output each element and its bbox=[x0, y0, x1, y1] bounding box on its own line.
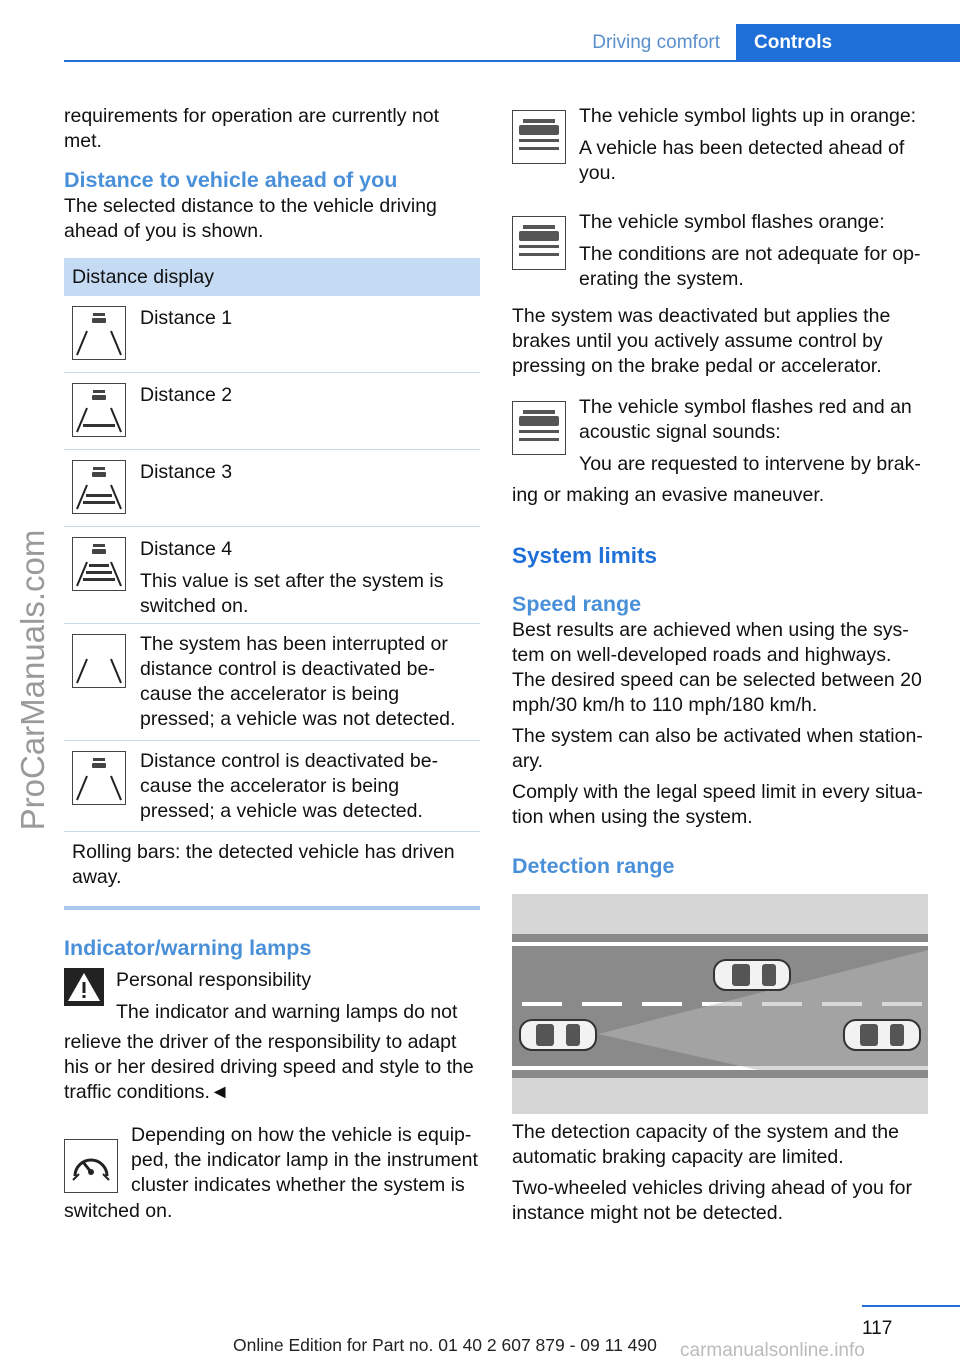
speed-text-3: Comply with the legal speed limit in every situa-tion when using the system. bbox=[512, 781, 923, 828]
footer-rule bbox=[862, 1305, 960, 1307]
distance-4-icon bbox=[72, 537, 126, 591]
indicator-text: Depending on how the vehicle is equip-ped, the indicator lamp in the instrument cluster indicates whether the system is bbox=[131, 1124, 478, 1196]
symbol-orange-text: A vehicle has been detected ahead of you. bbox=[579, 137, 905, 184]
speedometer-icon bbox=[64, 1139, 118, 1193]
warning-triangle-icon bbox=[64, 968, 104, 1006]
vehicle-orange-icon bbox=[512, 110, 566, 164]
row-text: Distance 1 bbox=[140, 307, 233, 329]
table-row bbox=[64, 296, 480, 373]
table-row bbox=[64, 741, 480, 832]
indicator-block bbox=[64, 1123, 480, 1199]
symbol-flash-orange-block bbox=[512, 210, 928, 304]
heading-detection-range: Detection range bbox=[512, 854, 675, 878]
distance-text: The selected distance to the vehicle driving ahead of you is shown. bbox=[64, 195, 437, 242]
heading-distance: Distance to vehicle ahead of you bbox=[64, 168, 398, 192]
row-subtext: This value is set after the system is switched on. bbox=[140, 570, 444, 617]
heading-speed-range: Speed range bbox=[512, 592, 642, 616]
heading-indicator: Indicator/warning lamps bbox=[64, 936, 312, 960]
deactivated-text: The system was deactivated but applies the brakes until you actively assume control by pressing on the brake pedal or accelerator. bbox=[512, 305, 891, 377]
rolling-bars-text: Rolling bars: the detected vehicle has driven away. bbox=[72, 841, 455, 888]
vehicle-detected-icon bbox=[72, 751, 126, 805]
header-tab: Controls bbox=[736, 24, 960, 62]
symbol-orange-title: The vehicle symbol lights up in orange: bbox=[579, 105, 917, 127]
header-rule bbox=[64, 60, 960, 62]
detection-range-illustration bbox=[512, 894, 928, 1114]
row-text: Distance 3 bbox=[140, 461, 233, 483]
distance-1-icon bbox=[72, 306, 126, 360]
warning-text: The indicator and warning lamps do not bbox=[116, 1001, 458, 1023]
footer-edition: Online Edition for Part no. 01 40 2 607 879 - 09 11 490 bbox=[233, 1335, 657, 1355]
warning-text-continued: relieve the driver of the responsibility to adapt his or her desired driving speed and style to the traffic conditions.◄ bbox=[64, 1031, 474, 1103]
table-row bbox=[64, 450, 480, 527]
no-vehicle-icon bbox=[72, 634, 126, 688]
detect-text-1: The detection capacity of the system and the automatic braking capacity are limited. bbox=[512, 1121, 899, 1168]
left-column bbox=[64, 104, 480, 1224]
speed-text-1: Best results are achieved when using the sys-tem on well-developed roads and highways. The desired speed can be selected between 20 mph/30 km/h to 110 mph/180 km/h. bbox=[512, 619, 922, 716]
heading-system-limits: System limits bbox=[512, 543, 658, 568]
warning-block bbox=[64, 968, 480, 1030]
car-far-icon bbox=[844, 1020, 920, 1050]
vehicle-flash-orange-icon bbox=[512, 216, 566, 270]
table-row bbox=[64, 527, 480, 624]
row-text: Distance 2 bbox=[140, 384, 233, 406]
header-section: Driving comfort bbox=[592, 32, 720, 53]
section-divider bbox=[64, 906, 480, 910]
warning-title: Personal responsibility bbox=[116, 969, 312, 991]
symbol-red-text: You are requested to intervene by brak- bbox=[579, 453, 921, 475]
table-row bbox=[64, 624, 480, 741]
table-row bbox=[64, 373, 480, 450]
side-watermark-text: ProCarManuals.com bbox=[14, 529, 51, 831]
vehicle-red-icon bbox=[512, 401, 566, 455]
distance-3-icon bbox=[72, 460, 126, 514]
symbol-flash-orange-text: The conditions are not adequate for op-erating the system. bbox=[579, 243, 921, 290]
symbol-red-text-continued: ing or making an evasive maneuver. bbox=[512, 484, 825, 506]
right-column bbox=[512, 104, 928, 1226]
table-header: Distance display bbox=[64, 258, 480, 296]
row-text: Distance control is deactivated be-cause the accelerator is being pressed; a vehicle was detected. bbox=[140, 750, 439, 822]
detect-text-2: Two-wheeled vehicles driving ahead of you for instance might not be detected. bbox=[512, 1177, 912, 1224]
footer-watermark: carmanualsonline.info bbox=[680, 1340, 865, 1361]
speed-text-2: The system can also be activated when station-ary. bbox=[512, 725, 923, 772]
symbol-red-block bbox=[512, 396, 928, 483]
car-ahead-icon bbox=[714, 960, 790, 990]
symbol-orange-block bbox=[512, 104, 928, 198]
indicator-text-continued: switched on. bbox=[64, 1200, 173, 1222]
page-number: 117 bbox=[862, 1318, 893, 1339]
own-car-icon bbox=[520, 1020, 596, 1050]
intro-text: requirements for operation are currently not met. bbox=[64, 105, 440, 152]
distance-table bbox=[64, 258, 480, 898]
row-text: Distance 4 bbox=[140, 538, 233, 560]
row-text: The system has been interrupted or distance control is deactivated be-cause the accelerator is being pressed; a vehicle was not detected. bbox=[140, 633, 456, 730]
side-watermark bbox=[14, 520, 52, 840]
symbol-red-title: The vehicle symbol flashes red and an acoustic signal sounds: bbox=[579, 396, 912, 443]
distance-2-icon bbox=[72, 383, 126, 437]
symbol-flash-orange-title: The vehicle symbol flashes orange: bbox=[579, 211, 885, 233]
